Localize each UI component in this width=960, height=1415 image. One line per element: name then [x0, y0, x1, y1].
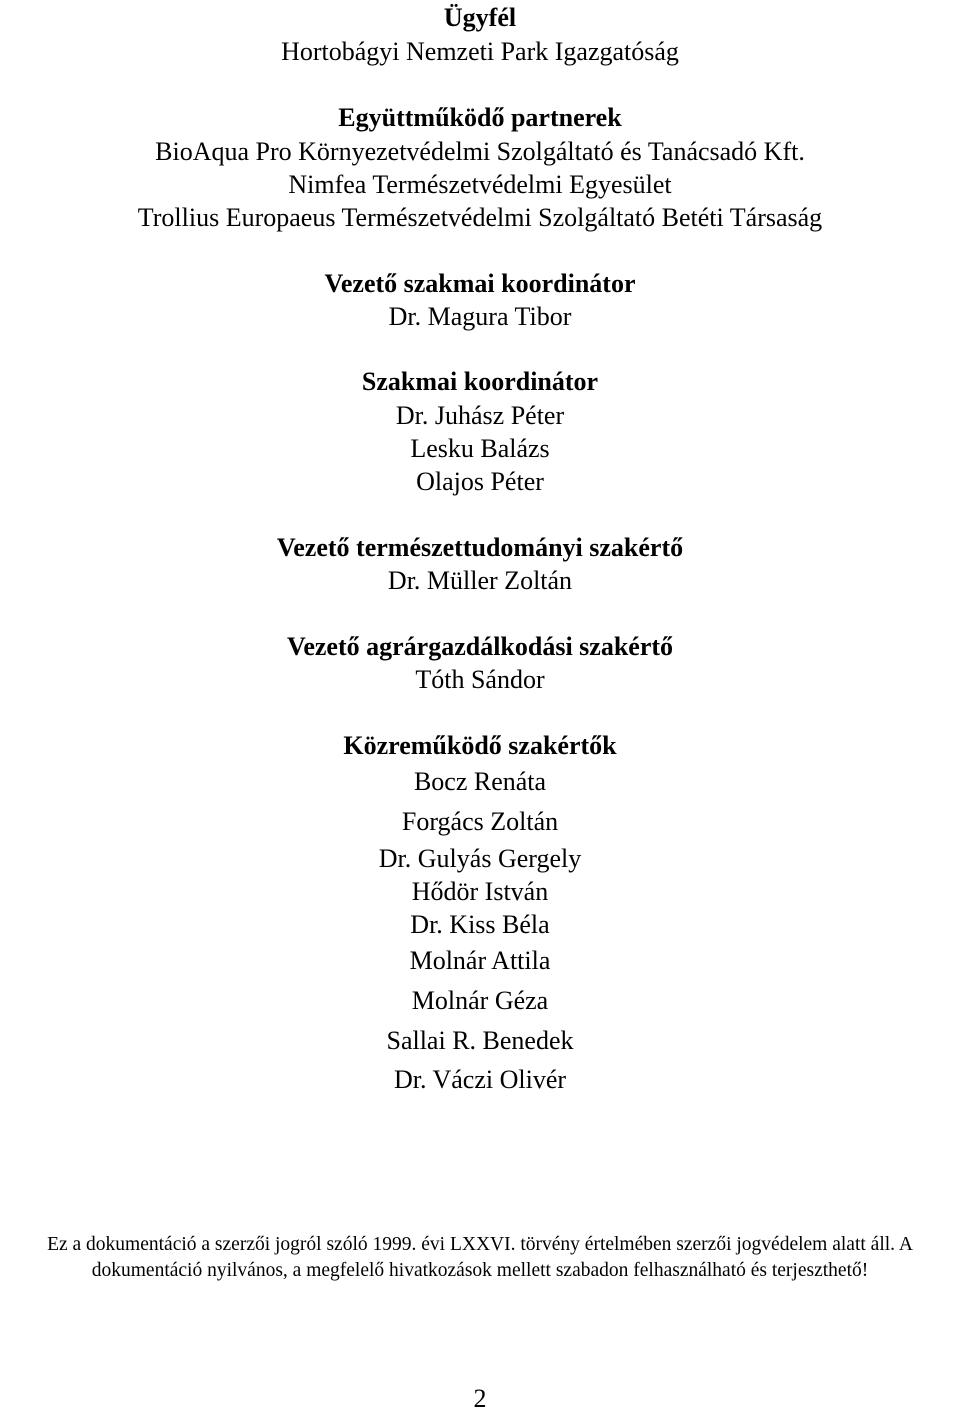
contributing-expert-name: Forgács Zoltán	[401, 807, 559, 836]
lead-coordinator-name: Dr. Magura Tibor	[388, 302, 572, 331]
contributing-expert-name: Dr. Gulyás Gergely	[378, 844, 582, 873]
contributing-expert-name: Dr. Váczi Olivér	[393, 1065, 567, 1094]
contributing-expert-name: Dr. Kiss Béla	[410, 910, 550, 939]
copyright-notice-line: dokumentáció nyilvános, a megfelelő hivatkozások mellett szabadon felhasználható és terjeszthető!	[91, 1260, 869, 1281]
partners-heading: Együttműködő partnerek	[338, 103, 622, 132]
partner-item: BioAqua Pro Környezetvédelmi Szolgáltató és Tanácsadó Kft.	[155, 137, 805, 166]
contributing-expert-name: Bocz Renáta	[413, 767, 547, 796]
lead-coordinator-heading: Vezető szakmai koordinátor	[324, 269, 636, 298]
lead-agricultural-expert-heading: Vezető agrárgazdálkodási szakértő	[286, 632, 674, 661]
lead-agricultural-expert-name: Tóth Sándor	[415, 665, 545, 694]
lead-natural-science-expert-heading: Vezető természettudományi szakértő	[276, 533, 684, 562]
contributing-experts-heading: Közreműködő szakértők	[343, 731, 617, 760]
contributing-expert-name: Molnár Attila	[409, 946, 551, 975]
partner-item: Trollius Europaeus Természetvédelmi Szolgáltató Betéti Társaság	[137, 203, 823, 232]
contributing-expert-name: Hődör István	[411, 877, 549, 906]
page-number: 2	[473, 1384, 487, 1413]
copyright-notice-line: Ez a dokumentáció a szerzői jogról szóló 1999. évi LXXVI. törvény értelmében szerzői jogvédelem alatt áll. A	[47, 1234, 913, 1255]
contributing-expert-name: Sallai R. Benedek	[386, 1026, 574, 1055]
lead-natural-science-expert-name: Dr. Müller Zoltán	[387, 566, 573, 595]
coordinator-name: Olajos Péter	[416, 467, 544, 496]
coordinator-name: Dr. Juhász Péter	[395, 401, 565, 430]
client-heading: Ügyfél	[443, 3, 517, 32]
contributing-expert-name: Molnár Géza	[411, 986, 549, 1015]
coordinator-name: Lesku Balázs	[410, 434, 550, 463]
coordinator-heading: Szakmai koordinátor	[361, 367, 599, 396]
partner-item: Nimfea Természetvédelmi Egyesület	[288, 170, 672, 199]
client-name: Hortobágyi Nemzeti Park Igazgatóság	[281, 37, 679, 66]
